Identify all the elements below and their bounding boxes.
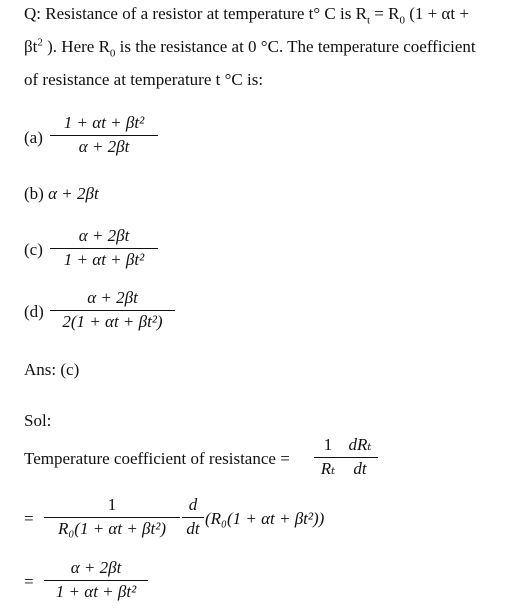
question-text: is the resistance at 0 °C. The temperature coefficient — [115, 37, 476, 56]
here-text: ). Here R — [42, 37, 110, 56]
numerator: 1 + αt + βt² — [63, 113, 145, 132]
fraction-bar — [50, 135, 158, 136]
subscript-0: 0 — [109, 47, 116, 60]
option-c-label: (c) — [24, 240, 43, 259]
solution-line-2-fraction-2 — [182, 496, 204, 538]
answer: Ans: (c) — [24, 360, 80, 379]
numerator: 1 — [323, 435, 333, 454]
fraction-bar — [44, 517, 180, 518]
fraction-bar — [50, 248, 158, 249]
solution-line-3-equals: = — [24, 572, 34, 591]
denominator: dt — [186, 518, 200, 538]
solution-line-1-text: Temperature coefficient of resistance = — [24, 449, 290, 468]
option-b-expression: α + 2βt — [48, 184, 99, 203]
option-b-label: (b) — [24, 184, 44, 203]
solution-line-2-rest: (R₀(1 + αt + βt²)) — [205, 509, 325, 528]
solution-label: Sol: — [24, 411, 52, 430]
denominator: dt — [353, 458, 367, 478]
denominator: R₀(1 + αt + βt²) — [58, 518, 166, 538]
beta-t-text: βt — [24, 37, 38, 56]
option-b — [24, 184, 99, 204]
fraction-bar — [342, 457, 378, 458]
denominator: α + 2βt — [78, 136, 130, 156]
option-c-fraction — [50, 227, 158, 269]
denominator: 1 + αt + βt² — [55, 581, 137, 601]
option-a-fraction — [50, 114, 158, 156]
superscript-2: 2 — [37, 36, 43, 49]
denominator: 2(1 + αt + βt²) — [62, 311, 163, 331]
fraction-bar — [50, 310, 175, 311]
option-a-label: (a) — [24, 128, 43, 147]
fraction-bar — [182, 517, 204, 518]
numerator: dRₜ — [348, 435, 372, 454]
equals-text: = R — [370, 4, 400, 23]
question-line-3: of resistance at temperature t °C is: — [24, 70, 264, 89]
question-line-2 — [24, 36, 476, 60]
question-text: Q: Resistance of a resistor at temperature t° C is R — [24, 4, 367, 23]
numerator: α + 2βt — [87, 288, 138, 307]
solution-line-2-equals: = — [24, 509, 34, 528]
numerator: d — [188, 495, 198, 514]
solution-line-2-fraction-1 — [44, 496, 180, 538]
option-d-label: (d) — [24, 302, 44, 321]
numerator: α + 2βt — [78, 226, 130, 245]
formula-text: (1 + αt + — [404, 4, 469, 23]
denominator: Rₜ — [320, 458, 336, 478]
option-d-fraction — [50, 289, 175, 331]
numerator: α + 2βt — [70, 558, 122, 577]
fraction-bar — [314, 457, 342, 458]
subscript-t: t — [366, 14, 370, 27]
solution-line-1-fraction-2 — [342, 436, 378, 478]
solution-line-3-fraction — [44, 559, 148, 601]
question-line-1 — [24, 4, 469, 27]
fraction-bar — [44, 580, 148, 581]
numerator: 1 — [107, 495, 117, 514]
denominator: 1 + αt + βt² — [63, 249, 145, 269]
solution-line-1-fraction-1 — [314, 436, 342, 478]
subscript-0: 0 — [399, 14, 405, 27]
